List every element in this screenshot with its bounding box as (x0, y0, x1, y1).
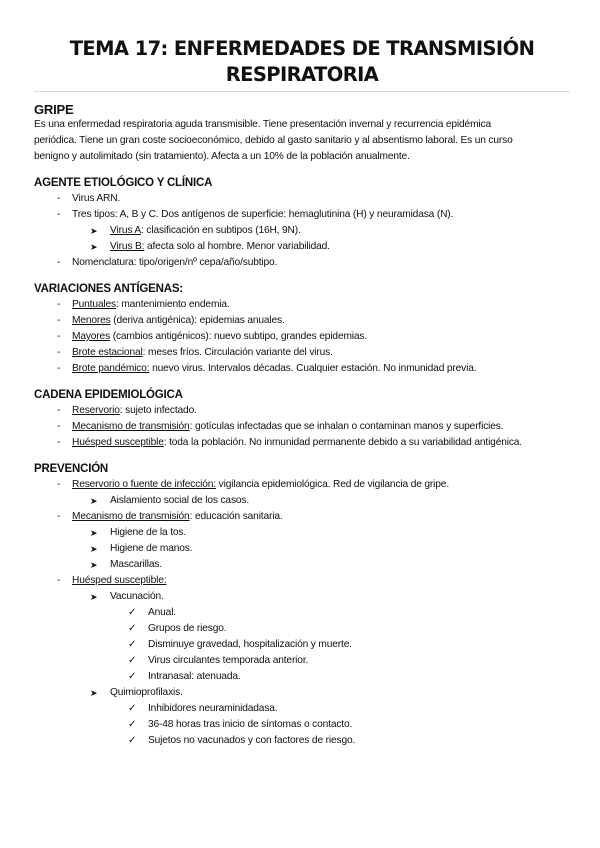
check-icon: ✓ (128, 607, 137, 618)
arrow-bullet-icon: ➤ (90, 560, 98, 570)
list-item (34, 255, 570, 271)
list-item (34, 717, 570, 733)
list-item-text: : educación sanitaria. (189, 511, 283, 522)
underlined-term: Reservorio o fuente de infección: (72, 479, 216, 490)
underlined-term: Huésped susceptible (72, 437, 164, 448)
underlined-term: Reservorio (72, 405, 120, 416)
list-item-text: Mascarillas. (110, 559, 162, 570)
list-item-text: afecta solo al hombre. Menor variabilidad. (144, 241, 330, 252)
list-item (34, 297, 570, 313)
check-icon: ✓ (128, 655, 137, 666)
dash-bullet: - (57, 511, 61, 522)
list-item-text: (cambios antigénicos): nuevo subtipo, grandes epidemias. (110, 331, 368, 342)
check-icon: ✓ (128, 719, 137, 730)
title-line-2: RESPIRATORIA (225, 63, 379, 86)
dash-bullet: - (57, 421, 61, 432)
dash-bullet: - (57, 347, 61, 358)
list-item (34, 573, 570, 589)
arrow-bullet-icon: ➤ (90, 688, 98, 698)
list-item (34, 223, 570, 239)
list-item-text: Intranasal: atenuada. (148, 671, 241, 682)
gripe-line-2: periódica. Tiene un gran coste socioeconómico, debido al gasto sanitario y al absentismo laboral. Es un curso (34, 135, 513, 146)
list-item-text: : sujeto infectado. (119, 405, 197, 416)
agente-list (34, 191, 570, 271)
list-item (34, 493, 570, 509)
dash-bullet: - (57, 479, 61, 490)
list-item (34, 403, 570, 419)
list-item (34, 653, 570, 669)
arrow-bullet-icon: ➤ (90, 592, 98, 602)
gripe-paragraph (34, 117, 570, 165)
underlined-term: Brote pandémico: (72, 363, 150, 374)
list-item (34, 621, 570, 637)
list-item (34, 361, 570, 377)
dash-bullet: - (57, 405, 61, 416)
list-item (34, 477, 570, 493)
list-item-text: Higiene de manos. (110, 543, 193, 554)
section-agente (34, 176, 570, 271)
dash-bullet: - (57, 575, 61, 586)
section-heading-gripe: GRIPE (34, 102, 74, 117)
dash-bullet: - (57, 331, 61, 342)
section-heading-prevencion: PREVENCIÓN (34, 463, 109, 475)
list-item-text: Quimioprofilaxis. (110, 687, 183, 698)
list-item (34, 191, 570, 207)
list-item-text: Virus circulantes temporada anterior. (148, 655, 309, 666)
list-item (34, 345, 570, 361)
section-heading-agente: AGENTE ETIOLÓGICO Y CLÍNICA (34, 177, 213, 189)
check-icon: ✓ (128, 639, 137, 650)
page-title (34, 0, 570, 88)
list-item-text: : toda la población. No inmunidad permanente debido a su variabilidad antigénica. (163, 437, 522, 448)
list-item-text: : mantenimiento endemia. (115, 299, 230, 310)
underlined-term: Puntuales (72, 299, 116, 310)
gripe-line-3: benigno y autolimitado (sin tratamiento). Afecta a un 10% de la población anualmente. (34, 151, 410, 162)
list-item (34, 419, 570, 435)
list-item-text: : gotículas infectadas que se inhalan o contaminan manos y superficies. (189, 421, 504, 432)
section-heading-variaciones: VARIACIONES ANTÍGENAS: (34, 283, 183, 295)
list-item-text: Inhibidores neuraminidadasa. (148, 703, 278, 714)
underlined-term: Virus A (110, 225, 142, 236)
dash-bullet: - (57, 363, 61, 374)
list-item-text: Nomenclatura: tipo/origen/nº cepa/año/subtipo. (72, 257, 278, 268)
gripe-line-1: Es una enfermedad respiratoria aguda transmisible. Tiene presentación invernal y recurrencia epidémica (34, 119, 491, 130)
list-item (34, 605, 570, 621)
section-cadena (34, 388, 570, 451)
list-item-text: Sujetos no vacunados y con factores de riesgo. (148, 735, 356, 746)
underlined-term: Mecanismo de transmisión (72, 421, 190, 432)
dash-bullet: - (57, 193, 61, 204)
list-item-text: Anual. (148, 607, 176, 618)
dash-bullet: - (57, 437, 61, 448)
underlined-term: Mecanismo de transmisión (72, 511, 190, 522)
list-item-text: Aislamiento social de los casos. (110, 495, 250, 506)
list-item-text: Higiene de la tos. (110, 527, 187, 538)
title-divider (34, 91, 570, 92)
list-item (34, 239, 570, 255)
arrow-bullet-icon: ➤ (90, 226, 98, 236)
list-item (34, 541, 570, 557)
list-item-text: 36-48 horas tras inicio de síntomas o contacto. (148, 719, 353, 730)
dash-bullet: - (57, 209, 61, 220)
list-item (34, 313, 570, 329)
underlined-term: Mayores (72, 331, 111, 342)
list-item (34, 207, 570, 223)
arrow-bullet-icon: ➤ (90, 544, 98, 554)
list-item (34, 435, 570, 451)
dash-bullet: - (57, 315, 61, 326)
list-item-text: Vacunación. (110, 591, 164, 602)
list-item-text: (deriva antigénica): epidemias anuales. (110, 315, 285, 326)
list-item (34, 557, 570, 573)
list-item-text: Grupos de riesgo. (148, 623, 227, 634)
underlined-term: Menores (72, 315, 111, 326)
list-item (34, 509, 570, 525)
list-item (34, 637, 570, 653)
list-item (34, 685, 570, 701)
underlined-term: Huésped susceptible: (72, 575, 167, 586)
list-item-text: nuevo virus. Intervalos décadas. Cualquier estación. No inmunidad previa. (149, 363, 477, 374)
check-icon: ✓ (128, 735, 137, 746)
dash-bullet: - (57, 257, 61, 268)
title-line-1: TEMA 17: ENFERMEDADES DE TRANSMISIÓN (69, 37, 535, 60)
underlined-term: Virus B: (110, 241, 145, 252)
section-prevencion (34, 462, 570, 749)
list-item-text: Tres tipos: A, B y C. Dos antígenos de superficie: hemaglutinina (H) y neuramidasa (N). (72, 209, 454, 220)
arrow-bullet-icon: ➤ (90, 528, 98, 538)
list-item (34, 329, 570, 345)
cadena-list (34, 403, 570, 451)
arrow-bullet-icon: ➤ (90, 242, 98, 252)
list-item-text: : meses fríos. Circulación variante del virus. (142, 347, 333, 358)
list-item (34, 669, 570, 685)
list-item (34, 525, 570, 541)
dash-bullet: - (57, 299, 61, 310)
list-item (34, 701, 570, 717)
variaciones-list (34, 297, 570, 377)
check-icon: ✓ (128, 623, 137, 634)
check-icon: ✓ (128, 671, 137, 682)
underlined-term: Brote estacional (72, 347, 143, 358)
list-item-text: Virus ARN. (72, 193, 121, 204)
list-item (34, 733, 570, 749)
list-item (34, 589, 570, 605)
section-heading-cadena: CADENA EPIDEMIOLÓGICA (34, 389, 183, 401)
prevencion-list (34, 477, 570, 749)
list-item-text: vigilancia epidemiológica. Red de vigilancia de gripe. (216, 479, 449, 490)
section-variaciones (34, 282, 570, 377)
check-icon: ✓ (128, 703, 137, 714)
list-item-text: : clasificación en subtipos (16H, 9N). (141, 225, 301, 236)
list-item-text: Disminuye gravedad, hospitalización y muerte. (148, 639, 352, 650)
arrow-bullet-icon: ➤ (90, 496, 98, 506)
